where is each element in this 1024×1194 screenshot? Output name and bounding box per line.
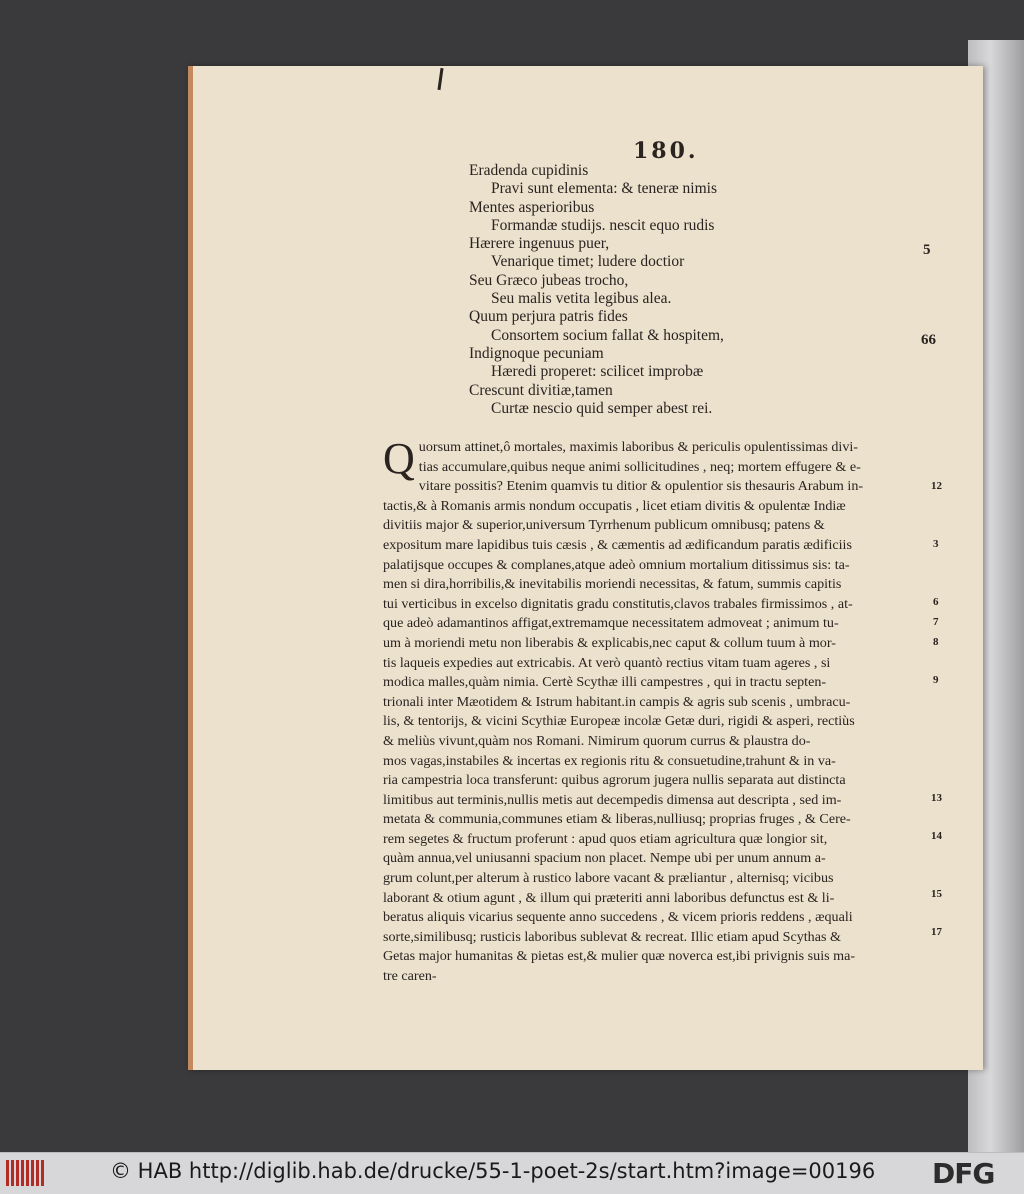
poem-line: Mentes asperioribus xyxy=(469,198,595,216)
dfg-logo: DFG xyxy=(932,1157,995,1190)
prose-line: palatijsque occupes & complanes,atque adeò omnium mortalium ditissimus sis: ta- xyxy=(383,556,850,573)
hab-logo-icon xyxy=(6,1160,46,1186)
prose-line: tui verticibus in excelso dignitatis gradu constitutis,clavos trabales firmissimos , at- xyxy=(383,595,853,612)
margin-number: 17 xyxy=(931,926,942,938)
prose-line: tre caren- xyxy=(383,968,437,985)
prose-line: tias accumulare,quibus neque animi sollicitudines , neq; mortem effugere & e- xyxy=(418,458,861,475)
poem-line: Eradenda cupidinis xyxy=(469,162,589,179)
margin-number: 9 xyxy=(933,674,939,686)
prose-line: um à moriendi metu non liberabis & explicabis,nec caput & collum tuum à mor- xyxy=(383,634,836,651)
prose-line: & meliùs vivunt,quàm nos Romani. Nimirum quorum currus & plaustra do- xyxy=(383,732,811,749)
prose-line: Getas major humanitas & pietas est,& mulier quæ noverca est,ibi privignis suis ma- xyxy=(383,948,856,965)
poem-line: Consortem socium fallat & hospitem, xyxy=(491,326,724,344)
page-number: 180. xyxy=(633,138,699,164)
prose-line: sorte,similibusq; rusticis laboribus sublevat & recreat. Illic etiam apud Scythas & xyxy=(383,928,841,945)
poem-line: Venarique timet; ludere doctior xyxy=(491,253,685,271)
prose-line: tis laqueis expedies aut extricabis. At verò quantò rectius vitam tuam ageres , si xyxy=(383,654,831,671)
copyright-url[interactable]: © HAB http://diglib.hab.de/drucke/55-1-poet-2s/start.htm?image=00196 xyxy=(110,1159,876,1183)
prose-line: men si dira,horribilis,& inevitabilis moriendi necessitas, & fatum, summis capitis xyxy=(383,576,842,593)
margin-number: 12 xyxy=(931,480,942,492)
prose-line: modica malles,quàm nimia. Certè Scythæ illi campestres , qui in tractu septen- xyxy=(383,674,827,691)
margin-number: 15 xyxy=(931,888,942,900)
prose-line: divitiis major & superior,universum Tyrrhenum publicum omnibusq; patens & xyxy=(383,517,825,534)
prose-line: beratus aliquis vicarius sequente anno succedens , & vicem prioris reddens , æquali xyxy=(383,909,853,926)
prose-line: lis, & tentorijs, & vicini Scythiæ Europeæ incolæ Getæ duri, rigidi & asperi, rectiùs xyxy=(383,713,855,730)
poem-line: Quum perjura patris fides xyxy=(469,308,628,326)
margin-number: 7 xyxy=(933,616,939,628)
margin-number: 13 xyxy=(931,792,942,804)
margin-number: 5 xyxy=(923,242,931,258)
margin-number: 3 xyxy=(933,538,939,550)
prose-line: grum colunt,per alterum à rustico labore vacant & præliantur , alternisq; vicibus xyxy=(383,870,834,887)
margin-number: 66 xyxy=(921,332,936,348)
poem-block xyxy=(469,162,969,418)
poem-line: Hæredi properet: scilicet improbæ xyxy=(491,363,704,381)
poem-line: Formandæ studijs. nescit equo rudis xyxy=(491,216,715,234)
poem-line: Curtæ nescio quid semper abest rei. xyxy=(491,399,713,417)
prose-line: mos vagas,instabiles & incertas ex regionis ritu & consuetudine,trahunt & in va- xyxy=(383,752,836,769)
prose-block xyxy=(383,434,963,987)
margin-number: 6 xyxy=(933,596,939,608)
poem-line: Seu Græco jubeas trocho, xyxy=(469,271,629,289)
prose-line: limitibus aut terminis,nullis metis aut decempedis dimensa aut descripta , sed im- xyxy=(383,791,842,808)
prose-line: metata & communia,communes etiam & liberas,nulliusq; proprias fruges , & Cere- xyxy=(383,811,851,828)
prose-line: ria campestria loca transferunt: quibus agrorum jugera nullis separata aut distincta xyxy=(383,772,846,789)
prose-line: uorsum attinet,ô mortales, maximis laboribus & periculis opulentissimas divi- xyxy=(418,439,858,455)
margin-number: 14 xyxy=(931,830,942,842)
margin-number: 8 xyxy=(933,636,939,648)
prose-line: vitare possitis? Etenim quamvis tu ditior & opulentior sis thesauris Arabum in- xyxy=(418,478,864,495)
prose-line: que adeò adamantinos affigat,extremamque necessitatem admoveat ; animum tu- xyxy=(383,615,839,632)
prose-line: quàm annua,vel uniusanni spacium non placet. Nempe ubi per unum annum a- xyxy=(383,850,826,867)
prose-line: expositum mare lapidibus tuis cæsis , & cæmentis ad ædificandum paratis ædificiis xyxy=(383,536,852,553)
poem-line: Crescunt divitiæ,tamen xyxy=(469,381,613,399)
poem-line: Indignoque pecuniam xyxy=(469,344,604,362)
drop-cap: Q xyxy=(383,434,415,483)
poem-line: Pravi sunt elementa: & teneræ nimis xyxy=(491,180,717,198)
prose-line: laborant & otium agunt , & illum qui præteriti anni laboribus defunctus est & li- xyxy=(383,889,835,906)
book-page xyxy=(188,66,983,1070)
ink-mark xyxy=(437,68,443,90)
footer-bar xyxy=(0,1152,1024,1194)
poem-line: Hærere ingenuus puer, xyxy=(469,235,610,253)
prose-line: trionali inter Mæotidem & Istrum habitant.in campis & agris sub scenis , umbracu- xyxy=(383,693,851,710)
prose-line: rem segetes & fructum proferunt : apud quos etiam agricultura quæ longior sit, xyxy=(383,830,828,847)
prose-line: tactis,& à Romanis armis nondum occupatis , licet etiam divitis & opulentæ Indiæ xyxy=(383,497,846,514)
poem-line: Seu malis vetita legibus alea. xyxy=(491,290,672,308)
